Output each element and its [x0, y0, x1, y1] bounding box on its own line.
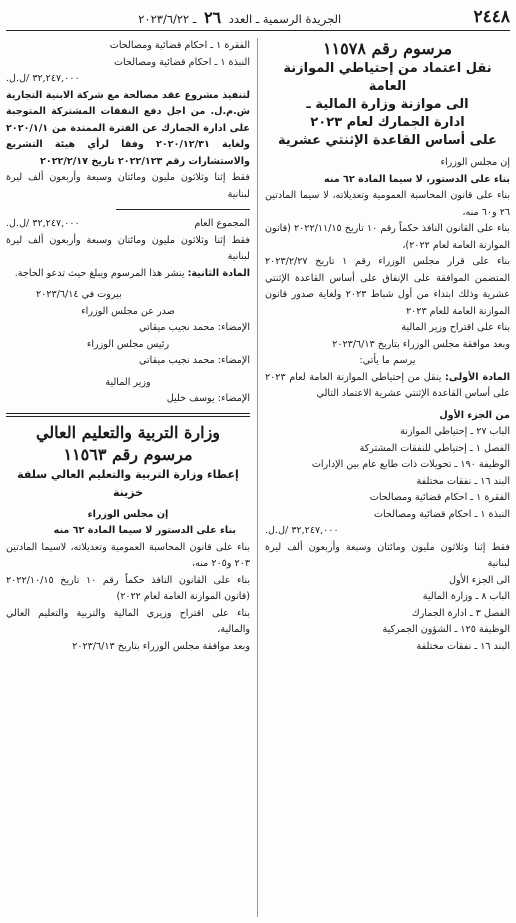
- amount: ٣٢,٢٤٧,٠٠٠ /ل.ل.: [265, 525, 339, 536]
- left-column: [6, 38, 258, 917]
- from-item: النبذة ١ ـ احكام قضائية ومصالحات: [373, 508, 510, 520]
- decree-2-intro-line: بناء على القانون النافذ حكماً رقم ١٠ تاريخ ٢٠٢٢/١٠/١٥ (قانون الموازنة العامة لعام ٢٠٢٢): [6, 574, 250, 602]
- amount-words: فقط إثنا وثلاثون مليون ومائتان وسبعة وأربعون ألف ليرة لبنانية: [265, 541, 510, 569]
- page-columns: [6, 38, 510, 917]
- to-item: الفصل ٣ ـ ادارة الجمارك: [411, 607, 510, 619]
- to-item: الى الجزء الأول: [448, 574, 510, 586]
- ministry-title: وزارة التربية والتعليم العالي: [35, 422, 221, 442]
- intro-line: بناء على قانون المحاسبة العمومية وتعديلاته، لا سيما المادتين ٢٦ و٦٠ منه،: [265, 190, 510, 218]
- total-label: المجموع العام: [194, 218, 250, 229]
- to-item: الوظيفة ١٢٥ ـ الشؤون الجمركية: [382, 624, 510, 635]
- gazette-name: الجريدة الرسمية ـ العدد: [228, 11, 342, 26]
- decree-2-intro-line: بناء على الدستور لا سيما المادة ٦٢ منه: [53, 525, 236, 536]
- signature-line: وزير المالية: [105, 376, 151, 388]
- article-1-text: ينقل من إحتياطي الموازنة العامة لعام ٢٠٢٣ على أساس القاعدة الإثنتي عشرية الاعتماد التالي: [265, 371, 510, 399]
- decree-2-intro-line: إن مجلس الوزراء: [87, 508, 169, 520]
- signature-line: صدر عن مجلس الوزراء: [81, 305, 175, 317]
- gazette-title: [6, 8, 473, 27]
- decree-title: مرسوم رقم ١١٥٧٨: [322, 39, 453, 58]
- intro-line: إن مجلس الوزراء: [440, 157, 510, 168]
- signature-line: الإمضاء: محمد نجيب ميقاتي: [139, 322, 250, 333]
- decree-2-intro-line: وبعد موافقة مجلس الوزراء بتاريخ ٢٠٢٣/٦/١٣: [72, 640, 250, 652]
- from-item: الفصل ١ ـ إحتياطي للنفقات المشتركة: [359, 442, 510, 454]
- purpose-text: لتنفيذ مشروع عقد مصالحة مع شركة الابنية التجارية ش.م.ل. من اجل دفع النفقات المشتركة المتوجبة على ادارة الجمارك عن الفترة الممتدة من ٢٠٢٠/١/١ ولغاية ٢٠٢٠/١٢/٣١ وفقا لرأي هيئة التشريع والاستشارات رقم ٢٠٢٢/١٢٣ تاريخ ٢٠٢٢/٢/١٧: [6, 89, 251, 167]
- intro-line: وبعد موافقة مجلس الوزراء بتاريخ ٢٠٢٣/٦/١٣: [332, 338, 510, 350]
- article-1-label: المادة الأولى:: [445, 371, 510, 383]
- decree-subtitle-line: ادارة الجمارك لعام ٢٠٢٣: [310, 115, 465, 130]
- decree-2-intro-line: بناء على قانون المحاسبة العمومية وتعديلاته، لاسيما المادتين ٢٠٣ و٢٠٥ منه،: [6, 541, 250, 569]
- right-column: [258, 38, 510, 917]
- divider: [116, 209, 250, 210]
- article-2-text: ينشر هذا المرسوم ويبلغ حيث تدعو الحاجة.: [14, 267, 185, 279]
- amount-words: فقط إثنا وثلاثون مليون ومائتان وسبعة وأربعون ألف ليرة لبنانية: [6, 172, 250, 200]
- article-1: [265, 370, 510, 403]
- intro-line: بناء على الدستور، لا سيما المادة ٦٢ منه: [324, 173, 510, 185]
- place-date: بيروت في ٢٠٢٣/٦/١٤: [36, 289, 122, 300]
- issue-date: ـ ٢٠٢٣/٦/٢٢: [138, 11, 197, 26]
- intro-line: بناء على القانون النافذ حكماً رقم ١٠ تاريخ ٢٠٢٢/١١/١٥ (قانون الموازنة العامة لعام ٢٠٢٢)،: [265, 223, 510, 251]
- total-row: [6, 216, 250, 233]
- intro-line: بناء على اقتراح وزير المالية: [401, 322, 510, 333]
- signature-line: الإمضاء: يوسف خليل: [166, 393, 250, 404]
- page-number: ٢٤٤٨: [473, 7, 510, 27]
- from-item: الباب ٢٧ ـ إحتياطي الموازنة: [400, 426, 510, 437]
- intro-line: يرسم ما يأتي:: [359, 355, 416, 366]
- article-2: [6, 266, 250, 283]
- signature-line: رئيس مجلس الوزراء: [86, 338, 170, 350]
- article-2-label: المادة الثانية:: [187, 267, 250, 279]
- signature-line: الإمضاء: محمد نجيب ميقاتي: [139, 355, 250, 366]
- decree-2-intro-line: بناء على اقتراح وزيري المالية والتربية والتعليم العالي والمالية،: [6, 607, 250, 635]
- from-item: الوظيفة ١٩٠ ـ تحويلات ذات طابع عام بين الإدارات: [311, 459, 510, 470]
- decree-subtitle-line: الى موازنة وزارة المالية ـ: [306, 97, 469, 112]
- from-item: البند ١٦ ـ نفقات مختلفة: [416, 475, 510, 487]
- decree-subtitle-line: على أساس القاعدة الإثنتي عشرية: [278, 133, 497, 148]
- total-amount: ٣٢,٢٤٧,٠٠٠ /ل.ل.: [6, 218, 80, 229]
- amount-words: فقط إثنا وثلاثون مليون ومائتان وسبعة وأربعون ألف ليرة لبنانية: [6, 234, 250, 262]
- to-item: البند ١٦ ـ نفقات مختلفة: [416, 640, 510, 652]
- from-item: الفقرة ١ ـ احكام قضائية ومصالحات: [369, 492, 510, 503]
- decree-2-subtitle: إعطاء وزارة التربية والتعليم العالي سلفة خزينة: [17, 467, 239, 499]
- decree-2-title: مرسوم رقم ١١٥٦٣: [63, 444, 193, 464]
- intro-line: بناء على قرار مجلس الوزراء رقم ١ تاريخ ٢٠٢٣/٢/٢٧ المتضمن الموافقة على الإنفاق على أساس القاعدة الإثنتي عشرية وذلك ابتداء من أول شباط ٢٠٢٣ ولغاية صدور قانون الموازنة العامة للعام ٢٠٢٣: [265, 256, 510, 317]
- from-part: من الجزء الأول: [439, 409, 510, 421]
- decree-subtitle-line: نقل اعتماد من إحتياطي الموازنة العامة: [283, 61, 492, 94]
- amount: ٣٢,٢٤٧,٠٠٠ /ل.ل.: [6, 73, 80, 84]
- to-item: الباب ٨ ـ وزارة المالية: [422, 591, 510, 602]
- section-divider: [6, 413, 250, 417]
- page-header: [6, 4, 510, 31]
- cont-item: النبذة ١ ـ احكام قضائية ومصالحات: [113, 56, 250, 68]
- cont-item: الفقرة ١ ـ احكام قضائية ومصالحات: [109, 40, 250, 51]
- issue-number: ٢٦: [203, 7, 222, 27]
